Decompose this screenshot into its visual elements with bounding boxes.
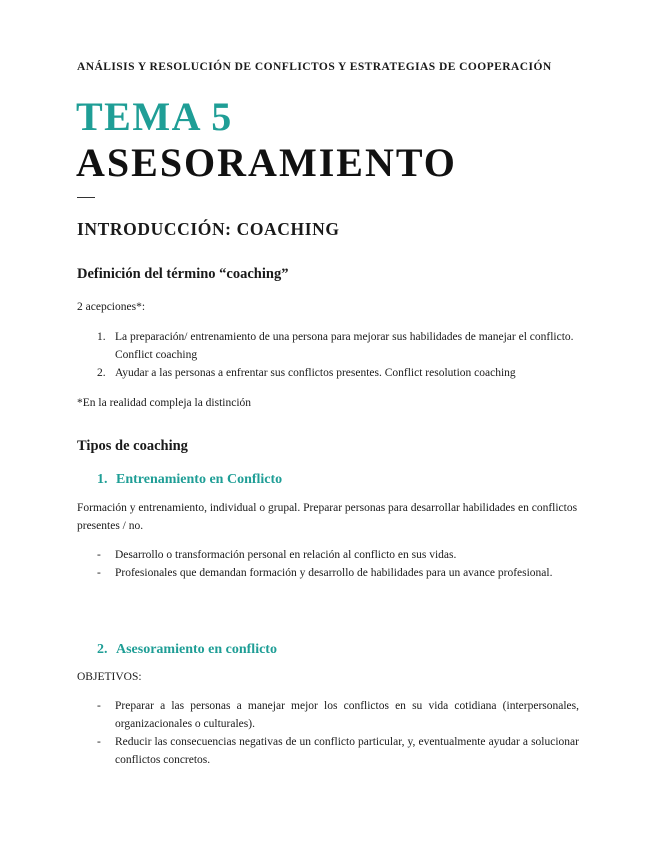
list-item — [97, 546, 579, 564]
list-item-text: Reducir las consecuencias negativas de un conflicto particular, y, eventualmente ayudar a solucionar conflictos concretos. — [115, 736, 579, 766]
list-item — [97, 364, 587, 382]
tipo1-description: Formación y entrenamiento, individual o grupal. Preparar personas para desarrollar habilidades en conflictos presentes / no. — [77, 502, 578, 532]
section-title: INTRODUCCIÓN: COACHING — [77, 219, 340, 239]
list-item-text: Profesionales que demandan formación y desarrollo de habilidades para un avance profesional. — [115, 567, 553, 579]
tipos-heading: Tipos de coaching — [77, 438, 188, 454]
list-item — [97, 328, 587, 364]
tipo2-title: Asesoramiento en conflicto — [116, 642, 277, 657]
list-item — [97, 697, 579, 733]
tipo2-heading — [97, 642, 277, 658]
footnote: *En la realidad compleja la distinción — [77, 397, 252, 409]
definition-heading: Definición del término “coaching” — [77, 266, 289, 282]
tipo1-bullets — [97, 546, 579, 582]
page-title: ASESORAMIENTO — [76, 140, 457, 185]
tipo1-title: Entrenamiento en Conflicto — [116, 472, 283, 487]
tipo2-bullets — [97, 697, 579, 769]
list-item-text: Ayudar a las personas a enfrentar sus conflictos presentes. Conflict resolution coaching — [115, 367, 516, 379]
list-item-text: La preparación/ entrenamiento de una persona para mejorar sus habilidades de manejar el conflicto. Conflict coaching — [115, 331, 574, 361]
list-item-text: Preparar a las personas a manejar mejor los conflictos en su vida cotidiana (interpersonales, organizacionales o culturales). — [115, 700, 579, 730]
acepciones-list — [97, 328, 587, 382]
dash-marker: - — [97, 549, 101, 561]
list-number: 1. — [97, 331, 106, 343]
subject-header: ANÁLISIS Y RESOLUCIÓN DE CONFLICTOS Y ESTRATEGIAS DE COOPERACIÓN — [77, 61, 552, 73]
dash-marker: - — [97, 567, 101, 579]
acepciones-label: 2 acepciones*: — [77, 301, 146, 313]
list-item — [97, 733, 579, 769]
objetivos-label: OBJETIVOS: — [77, 671, 142, 683]
dash-marker: - — [97, 700, 101, 712]
title-divider — [77, 197, 95, 198]
list-item-text: Desarrollo o transformación personal en relación al conflicto en sus vidas. — [115, 549, 457, 561]
tipo2-number: 2. — [97, 642, 108, 657]
tema-number: TEMA 5 — [76, 94, 233, 139]
tipo1-number: 1. — [97, 472, 108, 487]
dash-marker: - — [97, 736, 101, 748]
tipo1-heading — [97, 472, 282, 488]
list-number: 2. — [97, 367, 106, 379]
list-item — [97, 564, 579, 582]
